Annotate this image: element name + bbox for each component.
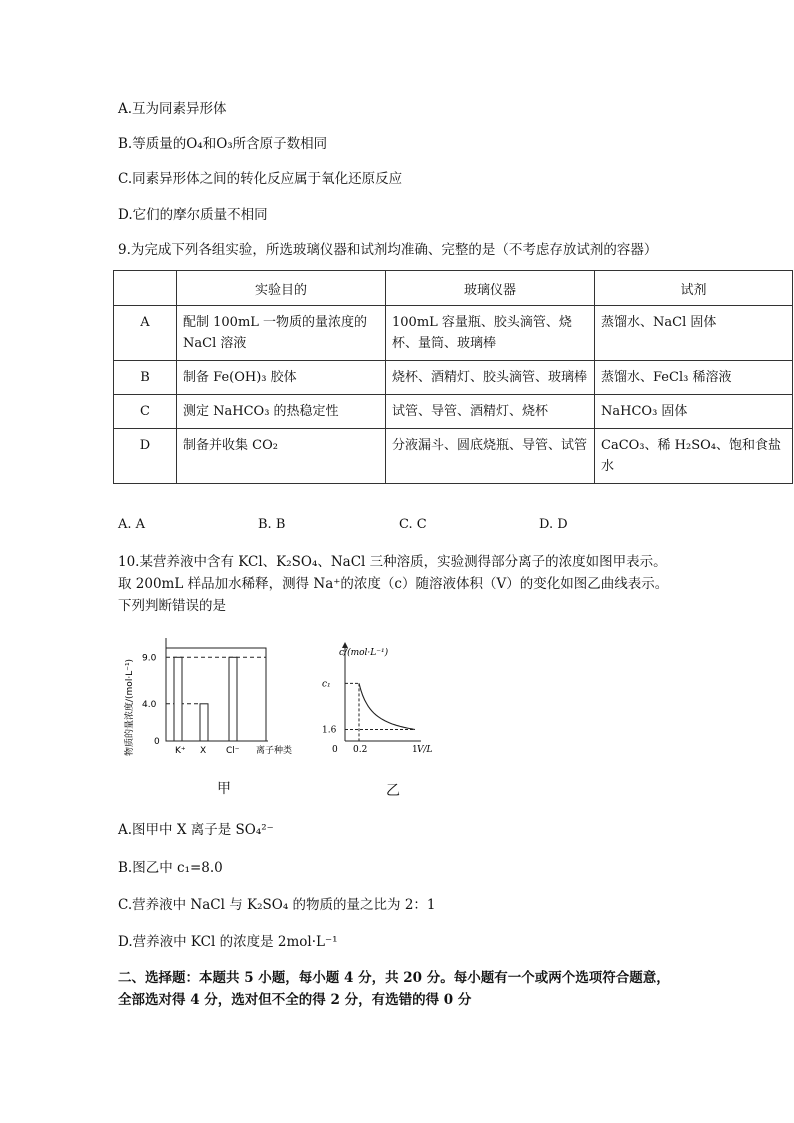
bar-chart-jia — [118, 628, 308, 763]
y-tick-label: 0 — [332, 745, 338, 755]
q9-option-c: C. C — [399, 517, 427, 532]
q10-stem-line: 10.某营养液中含有 KCl、K₂SO₄、NaCl 三种溶质，实验测得部分离子的浓度如图甲表示。 — [118, 554, 667, 570]
y-tick-label: 9.0 — [142, 653, 157, 664]
y-tick-label: 0 — [154, 737, 160, 747]
bar-1 — [200, 704, 208, 741]
table-row — [114, 361, 793, 395]
glass-cell: 试管、导管、酒精灯、烧杯 — [386, 395, 595, 429]
header-cell — [114, 271, 177, 306]
glass-cell: 100mL 容量瓶、胶头滴管、烧杯、量筒、玻璃棒 — [386, 306, 595, 361]
bar-0 — [174, 657, 182, 741]
x-tick-label: X — [200, 746, 207, 756]
table-row — [114, 395, 793, 429]
q10-stem-line: 取 200mL 样品加水稀释，测得 Na⁺的浓度（c）随溶液体积（V）的变化如图乙曲线表示。 — [118, 576, 669, 592]
q8-option-d: D.它们的摩尔质量不相同 — [118, 207, 268, 223]
q10-option-a: A.图甲中 X 离子是 SO₄²⁻ — [118, 822, 274, 838]
purpose-cell: 配制 100mL 一物质的量浓度的 NaCl 溶液 — [177, 306, 386, 361]
x-tick-label: 1 — [412, 745, 418, 755]
header-cell: 实验目的 — [177, 271, 386, 306]
line-chart-yi — [305, 640, 435, 758]
table-row — [114, 429, 793, 484]
reagent-cell: 蒸馏水、NaCl 固体 — [595, 306, 793, 361]
q9-option-b: B. B — [258, 517, 286, 532]
glass-cell: 分液漏斗、圆底烧瓶、导管、试管 — [386, 429, 595, 484]
purpose-cell: 制备 Fe(OH)₃ 胶体 — [177, 361, 386, 395]
x-tick-label: K⁺ — [175, 746, 186, 756]
table-row — [114, 306, 793, 361]
reagent-cell: 蒸馏水、FeCl₃ 稀溶液 — [595, 361, 793, 395]
caption-jia: 甲 — [217, 781, 231, 797]
y-tick-label: 1.6 — [322, 725, 337, 736]
glass-cell: 烧杯、酒精灯、胶头滴管、玻璃棒 — [386, 361, 595, 395]
x-tick-label: Cl⁻ — [226, 746, 240, 756]
reagent-cell: NaHCO₃ 固体 — [595, 395, 793, 429]
q10-option-d: D.营养液中 KCl 的浓度是 2mol·L⁻¹ — [118, 934, 338, 950]
section2-heading-line2: 全部选对得 4 分，选对但不全的得 2 分，有选错的得 0 分 — [118, 992, 472, 1008]
bar-2 — [229, 657, 237, 741]
y-axis-label: 物质的量浓度/(mol·L⁻¹) — [125, 658, 135, 756]
y-tick-label: 4.0 — [142, 699, 157, 710]
header-cell: 玻璃仪器 — [386, 271, 595, 306]
purpose-cell: 制备并收集 CO₂ — [177, 429, 386, 484]
header-cell: 试剂 — [595, 271, 793, 306]
row-label: B — [114, 361, 177, 395]
q10-stem-line: 下列判断错误的是 — [118, 598, 226, 614]
q10-option-c: C.营养液中 NaCl 与 K₂SO₄ 的物质的量之比为 2：1 — [118, 897, 436, 913]
purpose-cell: 测定 NaHCO₃ 的热稳定性 — [177, 395, 386, 429]
y-axis-label: c/(mol·L⁻¹) — [339, 648, 389, 658]
caption-yi: 乙 — [386, 783, 400, 799]
reagent-cell: CaCO₃、稀 H₂SO₄、饱和食盐水 — [595, 429, 793, 484]
x-axis-label: 离子种类 — [256, 746, 293, 756]
q10-option-b: B.图乙中 c₁=8.0 — [118, 860, 223, 876]
q9-stem: 9.为完成下列各组实验，所选玻璃仪器和试剂均准确、完整的是（不考虑存放试剂的容器） — [118, 242, 658, 258]
q8-option-a: A.互为同素异形体 — [118, 101, 227, 117]
q8-option-c: C.同素异形体之间的转化反应属于氧化还原反应 — [118, 171, 403, 187]
table-header-row — [114, 271, 793, 306]
q9-option-d: D. D — [539, 517, 568, 532]
row-label: C — [114, 395, 177, 429]
q9-table — [113, 270, 793, 484]
q9-option-a: A. A — [118, 517, 146, 532]
y-tick-label: c₁ — [322, 679, 331, 690]
x-tick-label: 0.2 — [353, 745, 368, 755]
section2-heading-line1: 二、选择题：本题共 5 小题，每小题 4 分，共 20 分。每小题有一个或两个选项符合题意， — [118, 970, 670, 986]
q8-option-b: B.等质量的O₄和O₃所含原子数相同 — [118, 136, 328, 152]
concentration-curve — [359, 683, 415, 729]
x-axis-label: V/L — [417, 745, 433, 755]
row-label: A — [114, 306, 177, 361]
row-label: D — [114, 429, 177, 484]
